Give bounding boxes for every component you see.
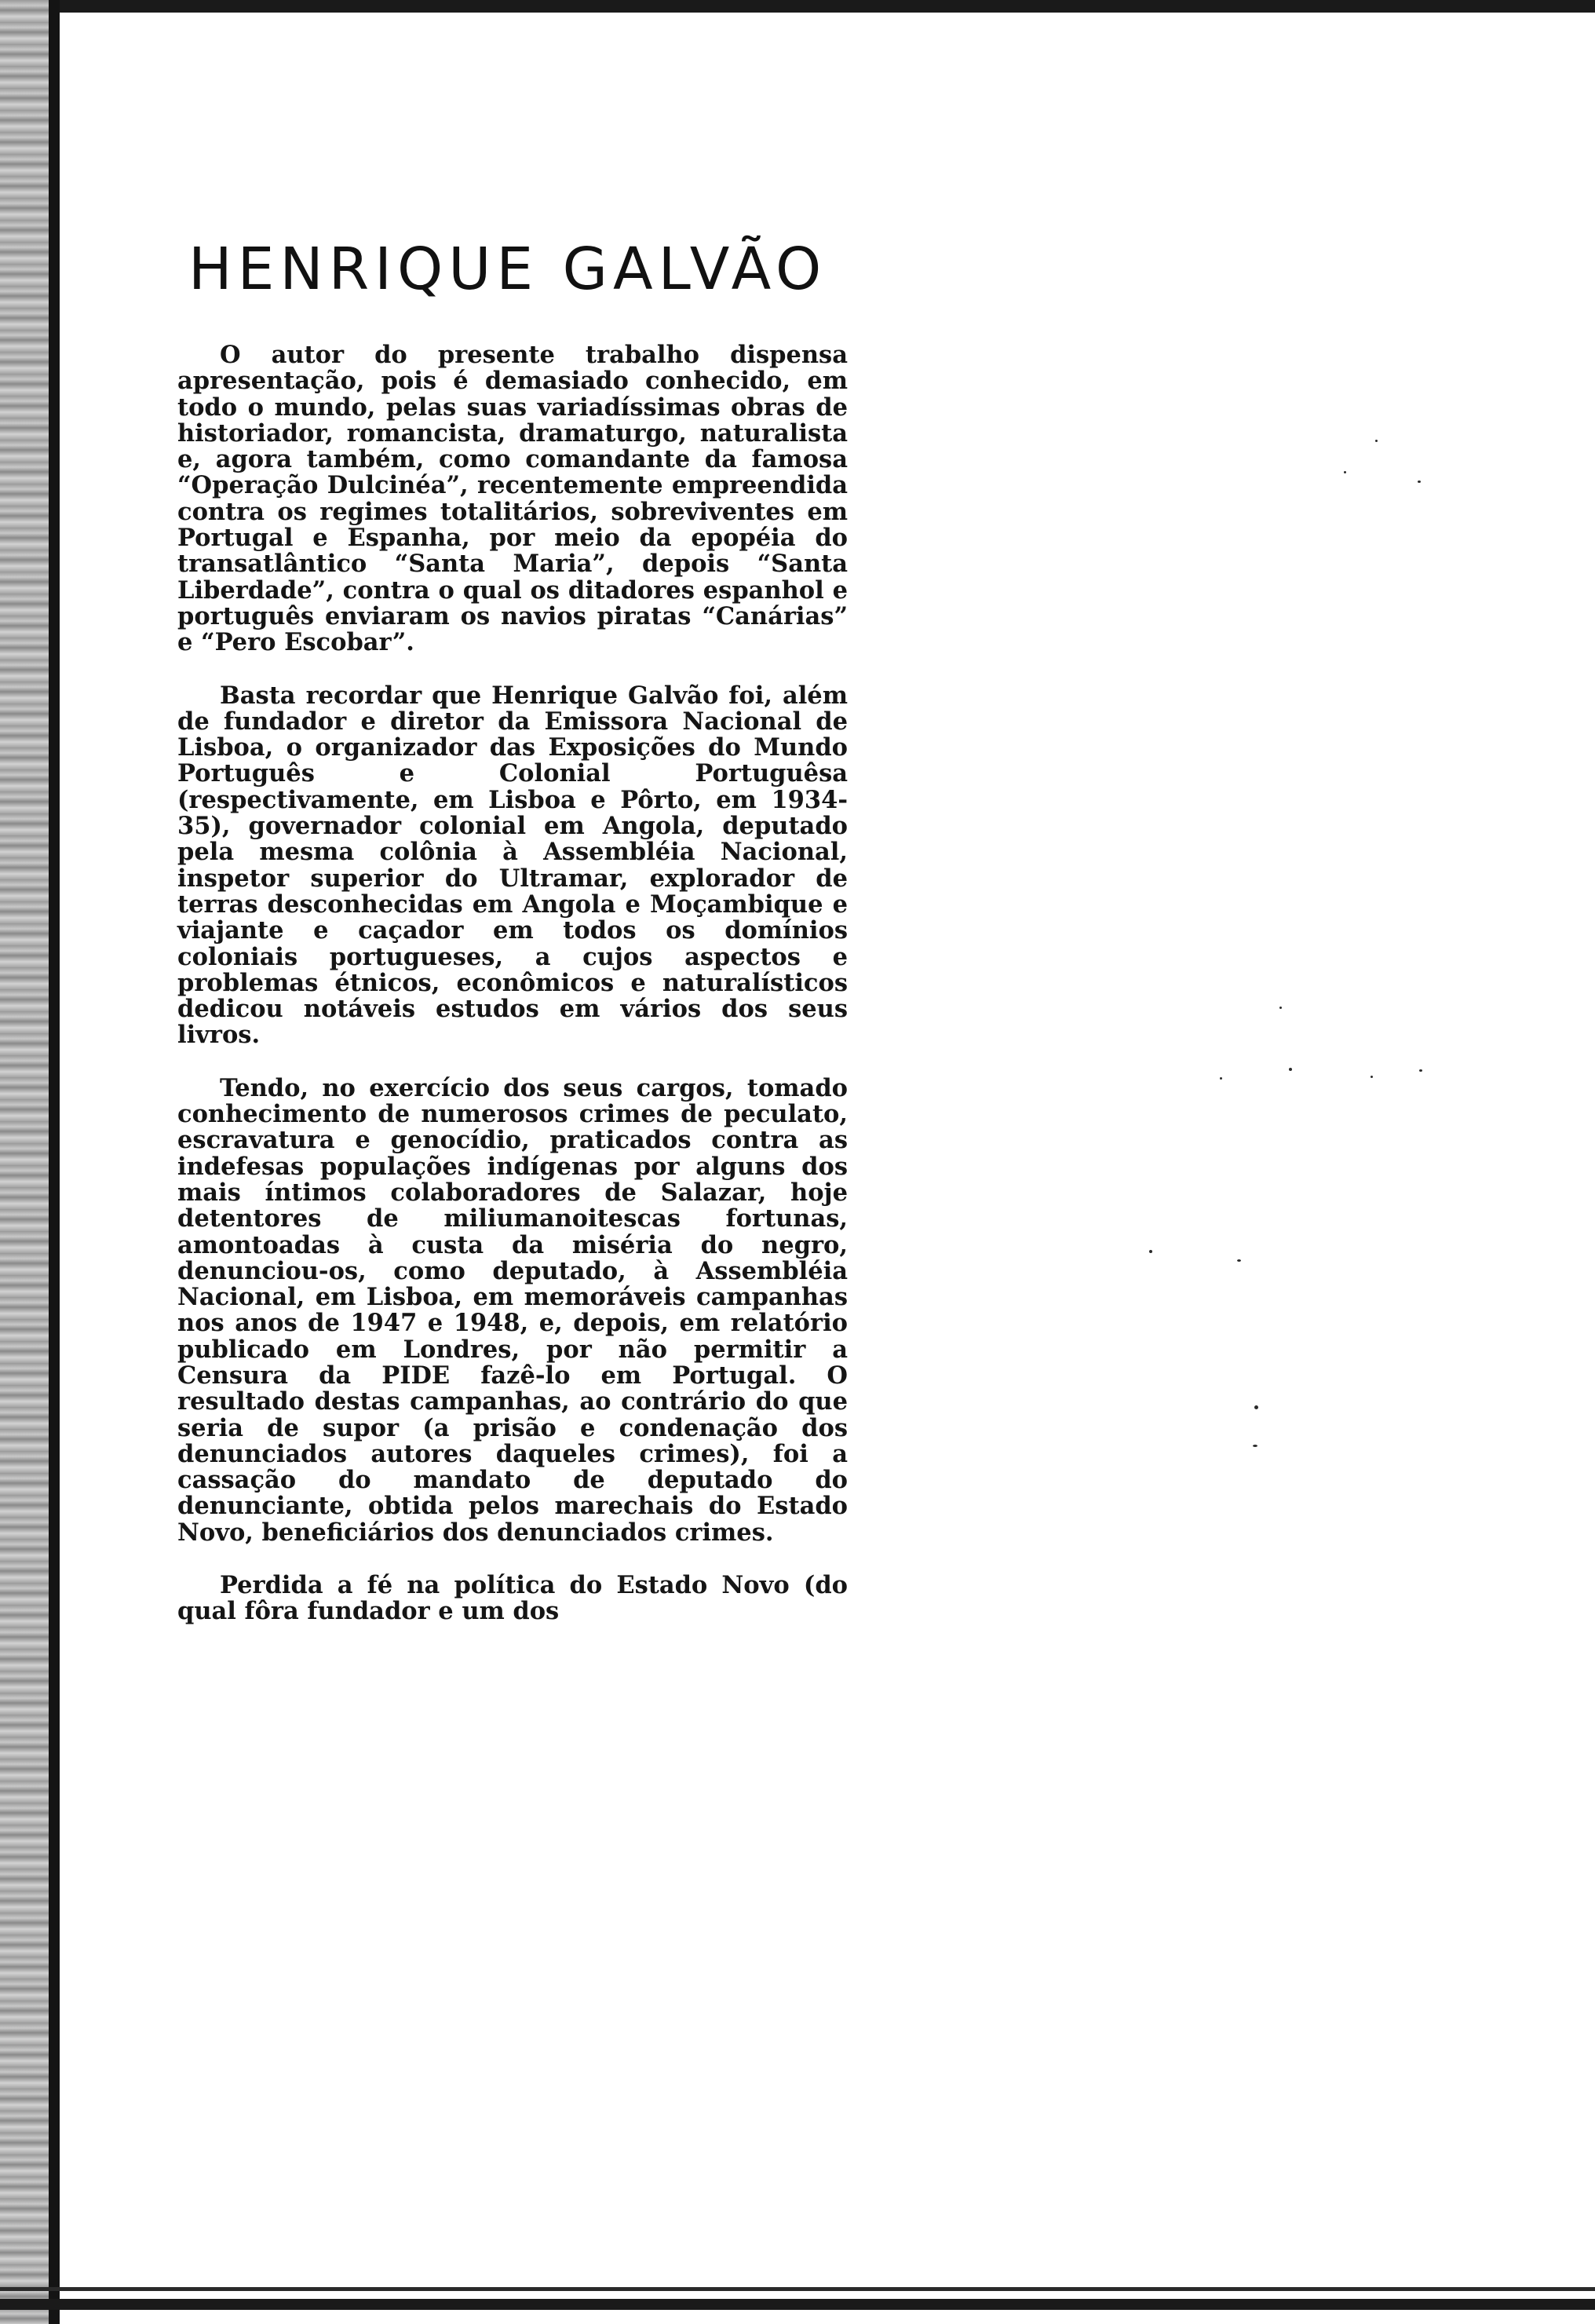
scan-speck xyxy=(1279,1007,1282,1009)
body-paragraph: Tendo, no exercício dos seus cargos, tomado conhecimento de numerosos crimes de peculato, escravatura e genocídio, praticados contra as indefesas populações indígenas por alguns dos mais íntimos colaboradores de Salazar, hoje detentores de miliumanoitescas fortunas, amontoadas à custa da miséria do negro, denunciou-os, como deputado, à Assembléia Nacional, em Lisboa, em memoráveis campanhas nos anos de 1947 e 1948, e, depois, em relatório publicado em Londres, por não permitir a Censura da PIDE fazê-lo em Portugal. O resultado destas campanhas, ao contrário do que seria de supor (a prisão e condenação dos denunciados autores daqueles crimes), foi a cassação do mandato de deputado do denunciante, obtida pelos marechais do Estado Novo, beneficiários dos denunciados crimes. xyxy=(177,1073,848,1547)
scan-binding-edge xyxy=(49,0,60,2324)
article-body xyxy=(177,342,848,1652)
scan-border-bottom-line xyxy=(0,2287,1595,2291)
scan-border-left xyxy=(0,0,49,2324)
page-title: HENRIQUE GALVÃO xyxy=(188,236,827,303)
scan-speck xyxy=(1375,440,1378,442)
scan-speck xyxy=(1289,1068,1292,1071)
scan-speck xyxy=(1254,1405,1258,1409)
scan-speck xyxy=(1149,1250,1152,1253)
body-paragraph: O autor do presente trabalho dispensa apresentação, pois é demasiado conhecido, em todo o mundo, pelas suas variadíssimas obras de historiador, romancista, dramaturgo, naturalista e, agora também, como comandante da famosa “Operação Dulcinéa”, recentemente empreendida contra os regimes totalitários, sobreviventes em Portugal e Espanha, por meio da epopéia do transatlântico “Santa Maria”, depois “Santa Liberdade”, contra o qual os ditadores espanhol e português enviaram os navios piratas “Canárias” e “Pero Escobar”. xyxy=(177,341,848,657)
scan-speck xyxy=(1237,1259,1241,1262)
scan-speck xyxy=(1418,481,1421,483)
scan-border-top xyxy=(0,0,1595,13)
body-paragraph: Perdida a fé na política do Estado Novo (do qual fôra fundador e um dos xyxy=(177,1571,848,1626)
scan-speck xyxy=(1344,471,1346,473)
scan-speck xyxy=(1371,1076,1373,1078)
scan-speck xyxy=(1419,1069,1422,1072)
scan-speck xyxy=(1253,1445,1257,1447)
scan-speck xyxy=(1220,1077,1222,1080)
body-paragraph: Basta recordar que Henrique Galvão foi, além de fundador e diretor da Emissora Nacional de Lisboa, o organizador das Exposições do Mundo Português e Colonial Portuguêsa (respectivamente, em Lisboa e Pôrto, em 1934-35), governador colonial em Angola, deputado pela mesma colônia à Assembléia Nacional, inspetor superior do Ultramar, explorador de terras desconhecidas em Angola e Moçambique e viajante e caçador em todos os domínios coloniais portugueses, a cujos aspectos e problemas étnicos, econômicos e naturalísticos dedicou notáveis estudos em vários dos seus livros. xyxy=(177,681,848,1050)
scan-border-bottom xyxy=(0,2299,1595,2310)
